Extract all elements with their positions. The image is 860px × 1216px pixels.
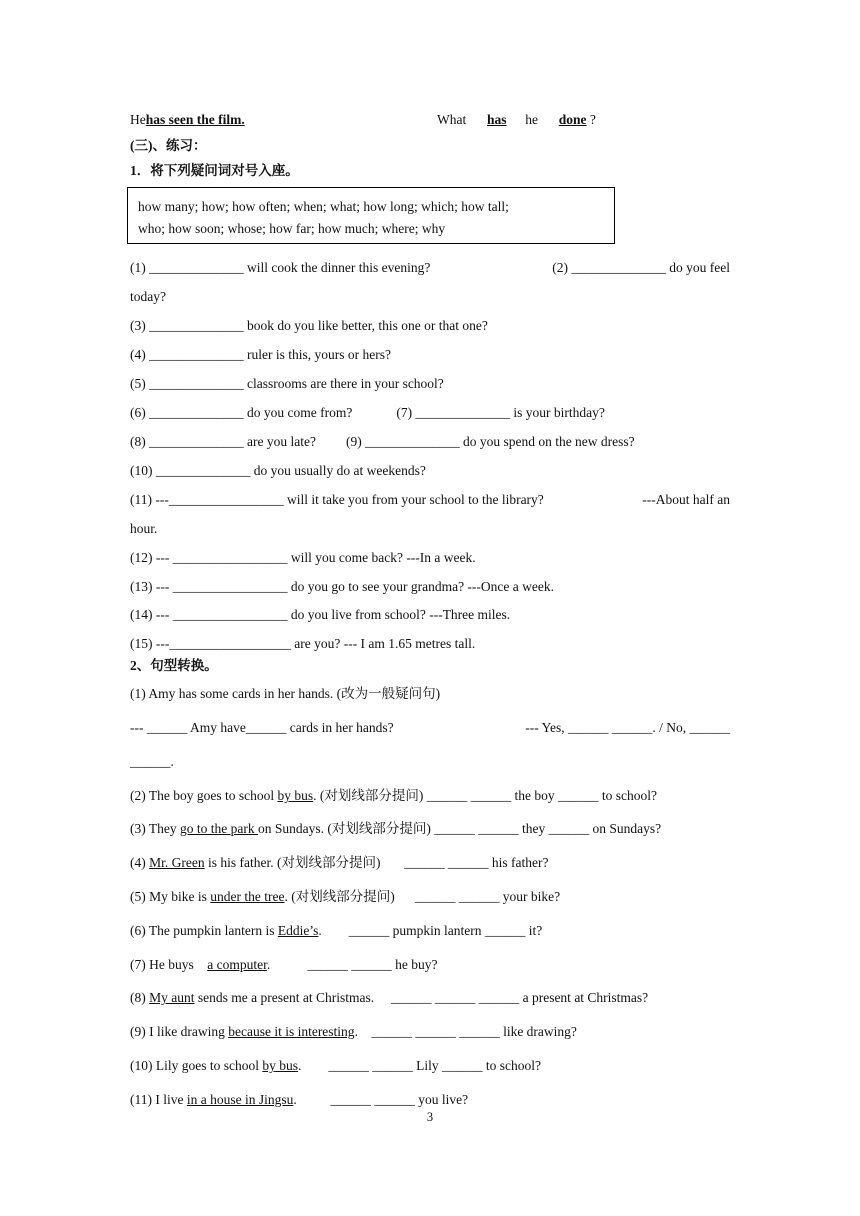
ex2-q5-pre: (5) My bike is bbox=[130, 889, 211, 904]
ex2-q3-post: on Sundays. (对划线部分提问) ______ ______ they ______ on Sundays? bbox=[257, 821, 662, 836]
example-qmark: ? bbox=[589, 112, 596, 127]
ex2-q8-underlined: My aunt bbox=[149, 990, 195, 1005]
section-three-title: (三)、练习： bbox=[130, 138, 207, 153]
ex2-q11-pre: (11) I live bbox=[130, 1092, 187, 1107]
ex1-item-8: (8) ______________ are you late? bbox=[130, 434, 316, 449]
ex1-item-6: (6) ______________ do you come from? bbox=[130, 405, 353, 420]
top-example-line bbox=[130, 111, 245, 129]
ex2-q1-answer: --- Yes, ______ ______. / No, ______ bbox=[525, 720, 730, 735]
ex1-item-11-answer: ---About half an bbox=[642, 492, 730, 507]
ex2-q7-post: . ______ ______ he buy? bbox=[266, 957, 438, 972]
ex2-q2-post: . (对划线部分提问) ______ ______ the boy ______ to school? bbox=[313, 788, 657, 803]
ex2-q1-line2 bbox=[130, 719, 730, 737]
word-box bbox=[127, 187, 615, 244]
ex2-q6-post: . ______ pumpkin lantern ______ it? bbox=[318, 923, 543, 938]
ex2-q4-post: is his father. (对划线部分提问) ______ ______ his father? bbox=[204, 855, 549, 870]
ex2-q5-post: . (对划线部分提问) ______ ______ your bike? bbox=[284, 889, 561, 904]
ex2-q10-post: . ______ ______ Lily ______ to school? bbox=[298, 1058, 541, 1073]
example-left-he: He bbox=[130, 112, 146, 127]
ex2-q6 bbox=[130, 922, 542, 940]
ex2-q6-pre: (6) The pumpkin lantern is bbox=[130, 923, 278, 938]
ex2-q10 bbox=[130, 1057, 541, 1075]
example-what: What bbox=[437, 112, 467, 127]
ex2-q3-pre: (3) They bbox=[130, 821, 180, 836]
ex1-item-1-2 bbox=[130, 259, 730, 277]
exercise2-title: 2、句型转换。 bbox=[130, 658, 218, 673]
ex2-q9 bbox=[130, 1023, 577, 1041]
ex2-q3-underlined: go to the park bbox=[180, 821, 258, 836]
ex2-q6-underlined: Eddie’s bbox=[277, 923, 319, 938]
ex1-item-1: (1) ______________ will cook the dinner this evening? bbox=[130, 260, 431, 275]
ex2-q8-pre: (8) bbox=[130, 990, 150, 1005]
example-left-phrase: has seen the film. bbox=[145, 112, 245, 127]
ex1-item-15: (15) ---__________________ are you? --- I am 1.65 metres tall. bbox=[130, 636, 476, 651]
ex2-q5-underlined: under the tree bbox=[210, 889, 285, 904]
ex2-q2-underlined: by bus bbox=[277, 788, 314, 803]
ex1-item-14: (14) --- _________________ do you live from school? ---Three miles. bbox=[130, 607, 511, 622]
ex2-q10-pre: (10) Lily goes to school bbox=[130, 1058, 263, 1073]
ex1-item-10: (10) ______________ do you usually do at weekends? bbox=[130, 463, 426, 478]
ex1-item-8-9 bbox=[130, 433, 635, 451]
ex2-q3 bbox=[130, 820, 661, 838]
ex1-item-3: (3) ______________ book do you like better, this one or that one? bbox=[130, 318, 488, 333]
ex2-q4 bbox=[130, 854, 548, 872]
ex2-q9-post: . ______ ______ ______ like drawing? bbox=[354, 1024, 577, 1039]
example-he: he bbox=[525, 112, 539, 127]
ex1-item-7: (7) ______________ is your birthday? bbox=[396, 405, 605, 420]
ex1-item-13: (13) --- _________________ do you go to see your grandma? ---Once a week. bbox=[130, 579, 555, 594]
ex2-q11 bbox=[130, 1091, 468, 1109]
ex1-item-6-7 bbox=[130, 404, 605, 422]
ex2-q1-line1: (1) Amy has some cards in her hands. (改为一般疑问句) bbox=[130, 686, 441, 701]
ex2-q8 bbox=[130, 989, 648, 1007]
exercise1-title: 1．将下列疑问词对号入座。 bbox=[130, 163, 299, 178]
page-number: 3 bbox=[426, 1110, 434, 1124]
ex2-q1-line3: ______. bbox=[130, 754, 174, 769]
ex2-q7-pre: (7) He buys bbox=[130, 957, 208, 972]
word-box-line-2: who; how soon; whose; how far; how much; where; why bbox=[138, 221, 446, 236]
ex1-item-4: (4) ______________ ruler is this, yours or hers? bbox=[130, 347, 391, 362]
ex1-item-5: (5) ______________ classrooms are there in your school? bbox=[130, 376, 444, 391]
ex1-item-9: (9) ______________ do you spend on the new dress? bbox=[345, 434, 635, 449]
ex2-q10-underlined: by bus bbox=[262, 1058, 298, 1073]
ex1-item-11-question: (11) ---_________________ will it take you from your school to the library? bbox=[130, 492, 544, 507]
ex2-q2 bbox=[130, 787, 657, 805]
ex1-item-2-cont: today? bbox=[130, 289, 166, 304]
ex2-q7 bbox=[130, 956, 437, 974]
ex2-q5 bbox=[130, 888, 560, 906]
ex2-q9-underlined: because it is interesting bbox=[228, 1024, 355, 1039]
ex1-item-2: (2) ______________ do you feel bbox=[552, 260, 730, 275]
ex1-item-12: (12) --- _________________ will you come back? ---In a week. bbox=[130, 550, 476, 565]
top-example-question bbox=[437, 111, 596, 129]
example-done: done bbox=[558, 112, 587, 127]
ex2-q4-pre: (4) bbox=[130, 855, 150, 870]
ex2-q4-underlined: Mr. Green bbox=[149, 855, 205, 870]
ex1-item-11-cont: hour. bbox=[130, 521, 158, 536]
example-has: has bbox=[487, 112, 507, 127]
ex2-q2-pre: (2) The boy goes to school bbox=[130, 788, 278, 803]
ex2-q7-underlined: a computer bbox=[207, 957, 267, 972]
ex2-q9-pre: (9) I like drawing bbox=[130, 1024, 229, 1039]
ex2-q11-underlined: in a house in Jingsu bbox=[186, 1092, 294, 1107]
ex1-item-11 bbox=[130, 491, 730, 509]
ex2-q8-post: sends me a present at Christmas. ______ ______ ______ a present at Christmas? bbox=[194, 990, 649, 1005]
word-box-line-1: how many; how; how often; when; what; how long; which; how tall; bbox=[138, 199, 509, 214]
ex2-q1-question: --- ______ Amy have______ cards in her hands? bbox=[130, 720, 394, 735]
ex2-q11-post: . ______ ______ you live? bbox=[293, 1092, 469, 1107]
